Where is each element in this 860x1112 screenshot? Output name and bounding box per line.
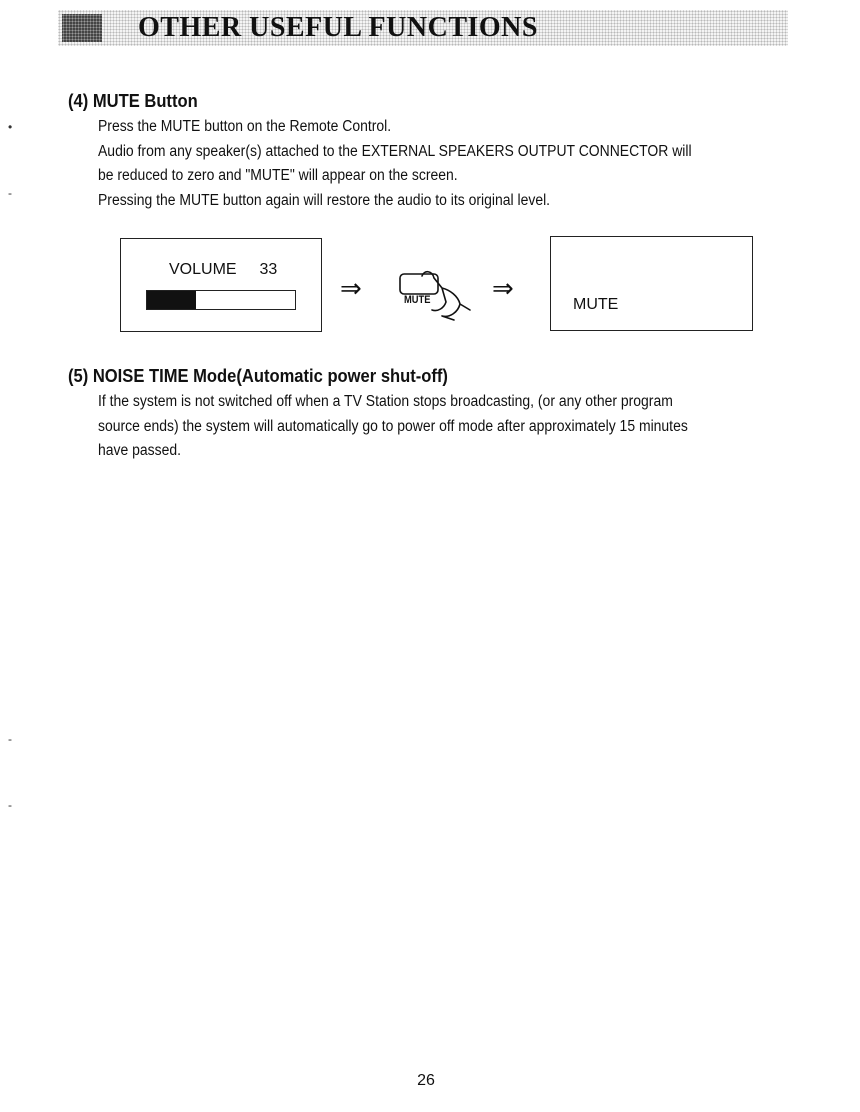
banner-block-icon <box>62 14 102 42</box>
paragraph-line: Pressing the MUTE button again will restore the audio to its original level. <box>98 191 551 209</box>
mute-screen <box>550 236 753 331</box>
mute-instructions <box>98 115 758 213</box>
margin-mark-icon: - <box>8 186 12 200</box>
volume-screen <box>120 238 322 332</box>
volume-bar <box>146 290 296 310</box>
margin-mark-icon: - <box>8 798 12 812</box>
paragraph-line: source ends) the system will automatically go to power off mode after approximately 15 minutes <box>98 417 688 435</box>
page-number: 26 <box>417 1072 435 1089</box>
paragraph-line: Press the MUTE button on the Remote Control. <box>98 118 392 135</box>
arrow-right-icon: ⇒ <box>492 273 514 303</box>
margin-mark-icon: - <box>8 732 12 746</box>
mute-button-press <box>398 266 480 322</box>
margin-mark-icon: • <box>8 120 13 134</box>
header-banner <box>58 10 788 46</box>
mute-button-label: MUTE <box>404 294 431 306</box>
volume-value: 33 <box>259 261 278 278</box>
volume-label: VOLUME <box>169 261 237 278</box>
arrow-right-icon: ⇒ <box>340 273 362 303</box>
paragraph-line: be reduced to zero and "MUTE" will appear on the screen. <box>98 167 458 184</box>
paragraph-line: Audio from any speaker(s) attached to the EXTERNAL SPEAKERS OUTPUT CONNECTOR will <box>98 142 692 160</box>
section-heading-noise-time: (5) NOISE TIME Mode(Automatic power shut-off) <box>68 366 448 386</box>
paragraph-line: If the system is not switched off when a TV Station stops broadcasting, (or any other program <box>98 393 673 410</box>
volume-readout <box>169 261 277 279</box>
paragraph-line: have passed. <box>98 442 181 459</box>
page-title: OTHER USEFUL FUNCTIONS <box>138 12 538 43</box>
mute-indicator: MUTE <box>573 296 619 313</box>
volume-bar-fill <box>147 291 196 309</box>
noise-time-description <box>98 390 753 464</box>
section-heading-mute: (4) MUTE Button <box>68 91 198 111</box>
